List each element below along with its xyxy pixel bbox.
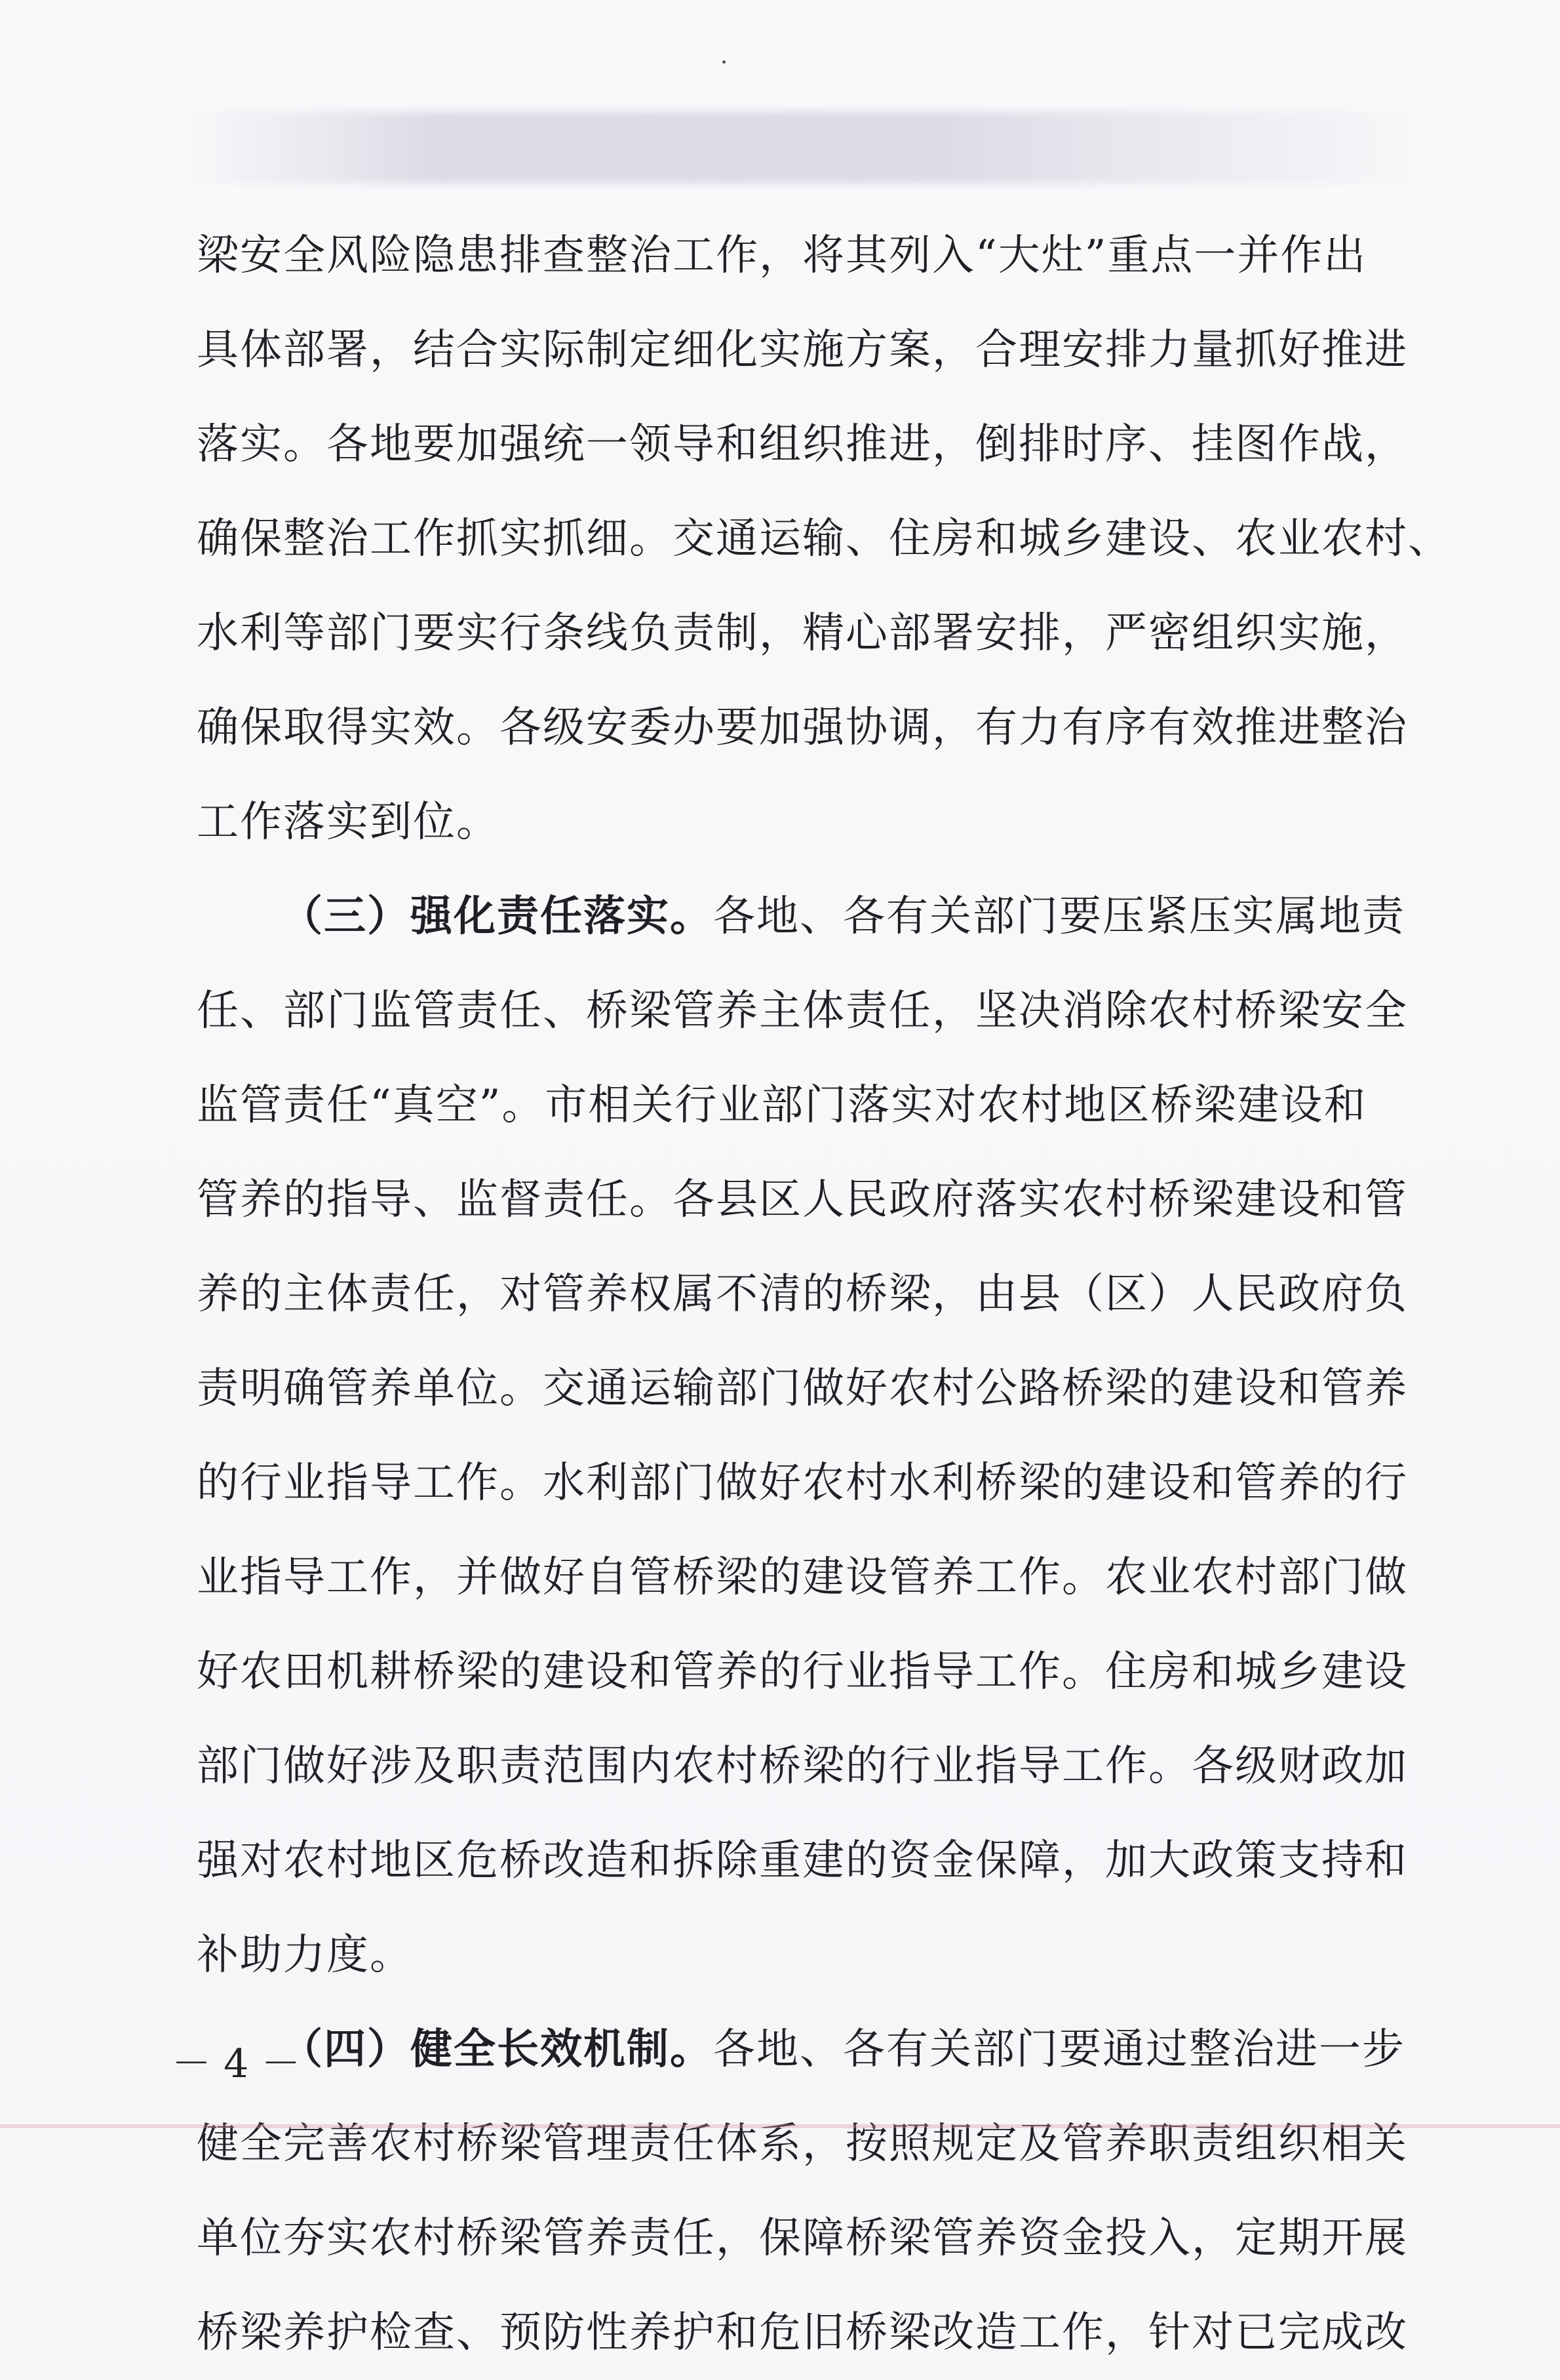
text-line: 单位夯实农村桥梁管养责任，保障桥梁管养资金投入，定期开展 bbox=[197, 2214, 1408, 2263]
text-line: 业指导工作，并做好自管桥梁的建设管养工作。农业农村部门做 bbox=[197, 1553, 1408, 1602]
text-line: 梁安全风险隐患排查整治工作，将其列入“大灶”重点一并作出 bbox=[197, 231, 1367, 280]
section-4-first-line bbox=[197, 2002, 1405, 2097]
text-line: 养的主体责任，对管养权属不清的桥梁，由县（区）人民政府负 bbox=[197, 1270, 1408, 1319]
body-text bbox=[197, 208, 1451, 2380]
text-line: 责明确管养单位。交通运输部门做好农村公路桥梁的建设和管养 bbox=[197, 1364, 1408, 1413]
section-3-first-line bbox=[197, 869, 1405, 964]
page-number: － 4 － bbox=[172, 2041, 301, 2087]
text-line: 部门做好涉及职责范围内农村桥梁的行业指导工作。各级财政加 bbox=[197, 1742, 1408, 1791]
text-line: 管养的指导、监督责任。各县区人民政府落实农村桥梁建设和管 bbox=[197, 1176, 1408, 1224]
scan-shadow bbox=[184, 111, 1429, 184]
text-line: 的行业指导工作。水利部门做好农村水利桥梁的建设和管养的行 bbox=[197, 1459, 1408, 1507]
scan-speck bbox=[722, 60, 726, 64]
text-line: 健全完善农村桥梁管理责任体系，按照规定及管养职责组织相关 bbox=[197, 2120, 1408, 2168]
text-line: 确保整治工作抓实抓细。交通运输、住房和城乡建设、农业农村、 bbox=[197, 515, 1451, 563]
section-3-lead: 各地、各有关部门要压紧压实属地责 bbox=[713, 892, 1405, 941]
footer-rule bbox=[0, 2124, 1560, 2128]
section-4-lead: 各地、各有关部门要通过整治进一步 bbox=[713, 2025, 1405, 2074]
text-line: 强对农村地区危桥改造和拆除重建的资金保障，加大政策支持和 bbox=[197, 1836, 1408, 1885]
text-line: 好农田机耕桥梁的建设和管养的行业指导工作。住房和城乡建设 bbox=[197, 1648, 1408, 1696]
section-4-heading: （四）健全长效机制。 bbox=[281, 2025, 713, 2074]
text-line: 工作落实到位。 bbox=[197, 798, 499, 846]
section-3-heading: （三）强化责任落实。 bbox=[281, 892, 713, 941]
text-line: 桥梁养护检查、预防性养护和危旧桥梁改造工作，针对已完成改 bbox=[197, 2309, 1408, 2357]
text-line: 监管责任“真空”。市相关行业部门落实对农村地区桥梁建设和 bbox=[197, 1081, 1367, 1130]
text-line: 具体部署，结合实际制定细化实施方案，合理安排力量抓好推进 bbox=[197, 326, 1408, 374]
text-line: 落实。各地要加强统一领导和组织推进，倒排时序、挂图作战， bbox=[197, 420, 1408, 469]
text-line: 任、部门监管责任、桥梁管养主体责任，坚决消除农村桥梁安全 bbox=[197, 987, 1408, 1035]
text-line: 水利等部门要实行条线负责制，精心部署安排，严密组织实施， bbox=[197, 609, 1408, 658]
text-line: 确保取得实效。各级安委办要加强协调，有力有序有效推进整治 bbox=[197, 704, 1408, 752]
text-line: 补助力度。 bbox=[197, 1931, 413, 1979]
